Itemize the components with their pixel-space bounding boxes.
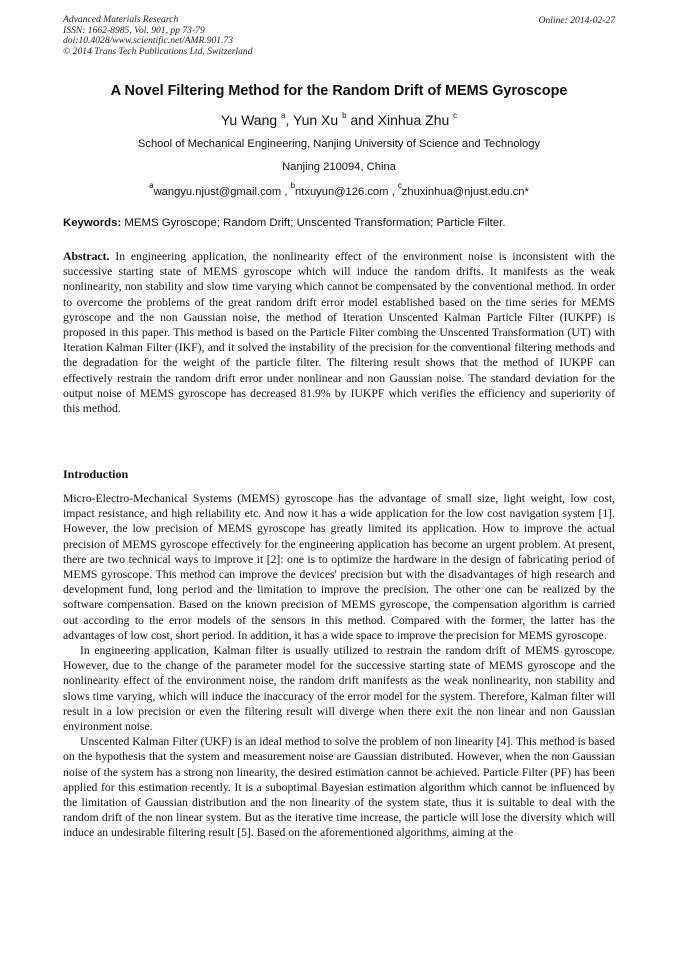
paragraph: Unscented Kalman Filter (UKF) is an ideal method to solve the problem of non linearity [4]. This method is based on the hypothesis that the system and measurement noise are Gaussian distributed. However, when the non Gaussian noise of the system has a strong non linearity, the desired estimation cannot be achieved. Particle Filter (PF) has been applied for this estimation recently. It is a suboptimal Bayesian estimation algorithm which cannot be influenced by the limitation of Gaussian distribution and the non linearity of the system state, thus it is suitable to deal with the random drift of the non linear system. But as the iterative time increase, the particle will lose the diversity which will induce an undesirable filtering result [5]. Based on the aforementioned algorithms, aiming at the [63, 735, 615, 840]
email-sup: b [290, 181, 296, 190]
paragraph: In engineering application, Kalman filter is usually utilized to restrain the random drift of MEMS gyroscope. However, due to the change of the parameter model for the successive starting state of MEMS gyroscope and the nonlinearity effect of the environment noise, the random drift manifests as the weak nonlinearity, non stability and slows time varying, which will induce the inaccuracy of the error model for the system. Therefore, Kalman filter will result in a low precision or even the filtering result will diverge when there exit the non linear and non Gaussian environment noise. [63, 644, 615, 734]
author-sup: a [281, 111, 286, 120]
author-separator: , [285, 112, 294, 128]
email-link[interactable]: wangyu.njust@gmail.com [153, 186, 282, 198]
affiliation-line: Nanjing 210094, China [282, 161, 396, 173]
email-link[interactable]: ntxuyun@126.com [295, 186, 389, 198]
author-list [0, 111, 678, 128]
author-name: Xinhua Zhu [377, 112, 450, 128]
section-heading: Introduction [63, 467, 129, 481]
author-separator: and [346, 112, 378, 128]
email-sup: c [397, 181, 402, 190]
keywords-text: MEMS Gyroscope; Random Drift; Unscented Transformation; Particle Filter. [124, 217, 506, 229]
email-link[interactable]: zhuxinhua@njust.edu.cn* [401, 186, 529, 198]
author-name: Yu Wang [220, 112, 278, 128]
abstract-label: Abstract. [63, 250, 110, 263]
journal-name: Advanced Materials Research [63, 14, 179, 25]
abstract-text: In engineering application, the nonlinearity effect of the environment noise is inconsistent with the successive starting state of MEMS gyroscope which will induce the random drifts. It manifests as the weak nonlinearity, non stability and slow time varying which cannot be compensated by the conventional method. In order to overcome the problems of the great random drift error model established based on the time series for MEMS gyroscope and the non Gaussian noise, the method of Iteration Unscented Kalman Particle Filter (IUKPF) is proposed in this paper. This method is based on the Particle Filter combing the Unscented Transformation (UT) with Iteration Kalman Filter (IKF), and it solved the instability of the precision for the conventional filtering methods and the degradation for the weight of the particle filter. The filtering result shows that the method of IUKPF can effectively restrain the random drift error under nonlinear and non Gaussian noise. The standard deviation for the output noise of MEMS gyroscope has decreased 81.9% by IUKPF which verifies the efficiency and superiority of this method. [63, 250, 615, 416]
author-sup: b [342, 111, 347, 120]
author-sup: c [453, 111, 458, 120]
email-separator: , [388, 186, 398, 198]
online-date: Online: 2014-02-27 [538, 15, 615, 26]
abstract [63, 249, 615, 416]
author-name: Yun Xu [293, 112, 339, 128]
author-emails [0, 181, 678, 198]
keywords [63, 217, 623, 229]
introduction-body [63, 491, 615, 841]
journal-header [63, 15, 253, 57]
journal-issn: ISSN: 1662-8985, Vol. 901, pp 73-79 [63, 24, 205, 36]
email-sup: a [149, 181, 154, 190]
paragraph: Micro-Electro-Mechanical Systems (MEMS) gyroscope has the advantage of small size, light weight, low cost, impact resistance, and high reliability etc. And now it has a wide application for the low cost navigation system [1]. However, the low precision of MEMS gyroscope has greatly limited its application. How to improve the actual precision of MEMS gyroscope effectively for the engineering application has become an urgent problem. At present, there are two technical ways to improve it [2]: one is to optimize the hardware in the design of fabricating period of MEMS gyroscope. This method can improve the devices' precision but with the disadvantages of high research and development fund, long period and the limitation to improve the precision. The other one can be realized by the software compensation. Based on the known precision of MEMS gyroscope, the compensation algorithm is carried out according to the error models of the sensors in this method. Compared with the former, the latter has the advantages of low cost, short period. In addition, it has a wide space to improve the precision for MEMS gyroscope. [63, 492, 615, 642]
email-separator: , [281, 186, 291, 198]
paper-title: A Novel Filtering Method for the Random Drift of MEMS Gyroscope [110, 83, 568, 99]
journal-copyright: © 2014 Trans Tech Publications Ltd, Switzerland [63, 45, 253, 57]
keywords-label: Keywords: [63, 217, 122, 229]
affiliation-line: School of Mechanical Engineering, Nanjing University of Science and Technology [137, 138, 541, 150]
journal-doi[interactable]: doi:10.4028/www.scientific.net/AMR.901.73 [63, 35, 234, 47]
